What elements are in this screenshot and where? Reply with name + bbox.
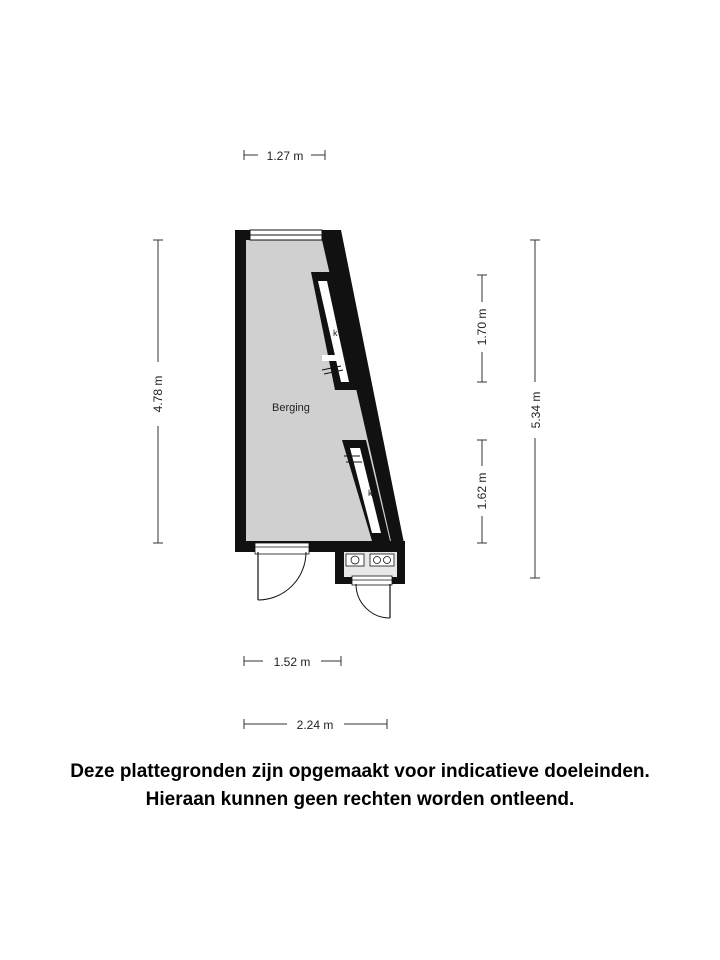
dim-left-height: 4.78 m: [151, 375, 165, 413]
closet-lower-label: k: [368, 488, 373, 498]
dim-right-lower: 1.62 m: [475, 472, 489, 510]
annex-divider-wall: [335, 541, 405, 552]
annex-door: [352, 576, 392, 618]
dim-bottom-inner: 1.52 m: [273, 655, 311, 669]
top-window: [250, 230, 322, 240]
main-door: [255, 543, 309, 600]
closet-upper-label: k: [333, 328, 338, 338]
dim-bottom-total: 2.24 m: [296, 718, 334, 732]
utility-meters: [346, 554, 394, 566]
dim-right-upper: 1.70 m: [475, 308, 489, 346]
room-label-berging: Berging: [272, 402, 310, 414]
disclaimer-line-1: Deze plattegronden zijn opgemaakt voor indicatieve doeleinden.: [70, 761, 650, 782]
dim-top-width: 1.27 m: [266, 149, 304, 163]
disclaimer-line-2: Hieraan kunnen geen rechten worden ontleend.: [145, 789, 575, 810]
dim-right-total: 5.34 m: [529, 391, 543, 429]
